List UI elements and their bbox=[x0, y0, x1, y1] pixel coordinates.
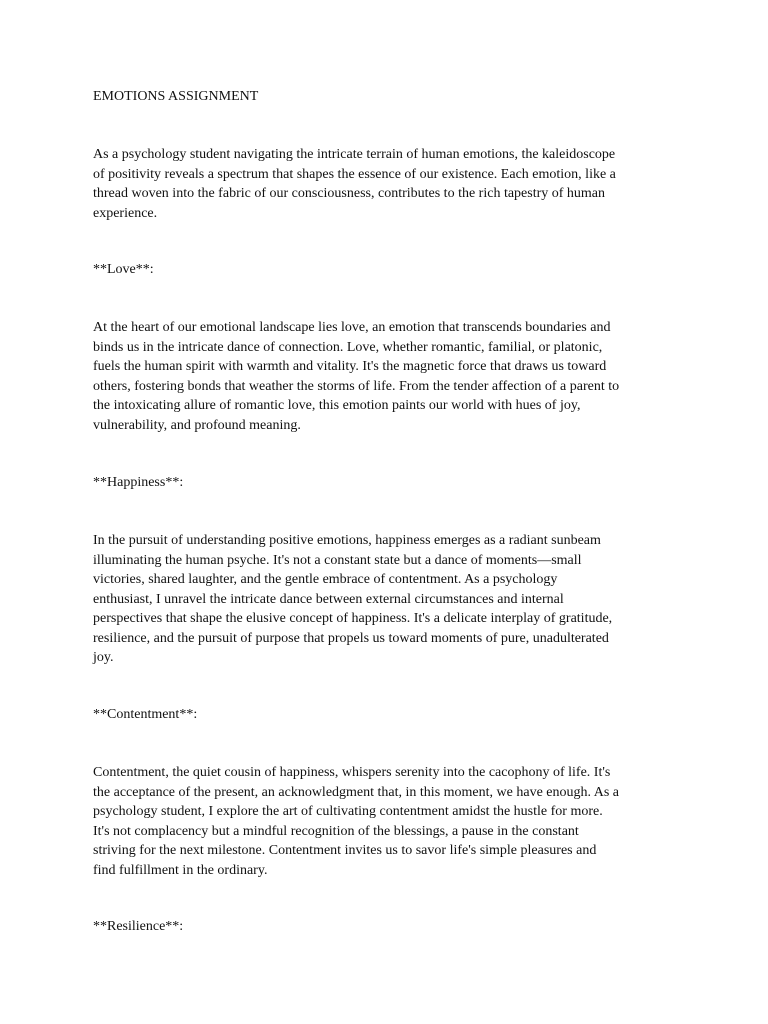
section-body-contentment: Contentment, the quiet cousin of happiness, whispers serenity into the cacophony of life. It's the acceptance of the present, an acknowledgment that, in this moment, we have enough. As a psychology student, I explore the art of cultivating contentment amidst the hustle for more. It's not complacency but a mindful recognition of the blessings, a pause in the constant striving for the next milestone. Contentment invites us to savor life's simple pleasures and find fulfillment in the ordinary. bbox=[93, 765, 619, 878]
document-title: EMOTIONS ASSIGNMENT bbox=[93, 89, 259, 104]
intro-paragraph: As a psychology student navigating the intricate terrain of human emotions, the kaleidoscope of positivity reveals a spectrum that shapes the essence of our existence. Each emotion, like a thread woven into the fabric of our consciousness, contributes to the rich tapestry of human experience. bbox=[93, 147, 616, 221]
section-body-happiness: In the pursuit of understanding positive emotions, happiness emerges as a radiant sunbeam illuminating the human psyche. It's not a constant state but a dance of moments—small victories, shared laughter, and the gentle embrace of contentment. As a psychology enthusiast, I unravel the intricate dance between external circumstances and internal perspectives that shape the elusive concept of happiness. It's a delicate interplay of gratitude, resilience, and the pursuit of purpose that propels us toward moments of pure, unadulterated joy. bbox=[93, 533, 613, 665]
section-heading-love: **Love**: bbox=[93, 262, 154, 277]
section-heading-contentment: **Contentment**: bbox=[93, 707, 198, 722]
section-body-love: At the heart of our emotional landscape lies love, an emotion that transcends boundaries and binds us in the intricate dance of connection. Love, whether romantic, familial, or platonic, fuels the human spirit with warmth and vitality. It's the magnetic force that draws us toward others, fostering bonds that weather the storms of life. From the tender affection of a parent to the intoxicating allure of romantic love, this emotion paints our world with hues of joy, vulnerability, and profound meaning. bbox=[93, 320, 620, 433]
section-heading-happiness: **Happiness**: bbox=[93, 475, 184, 490]
section-heading-resilience: **Resilience**: bbox=[93, 919, 184, 934]
